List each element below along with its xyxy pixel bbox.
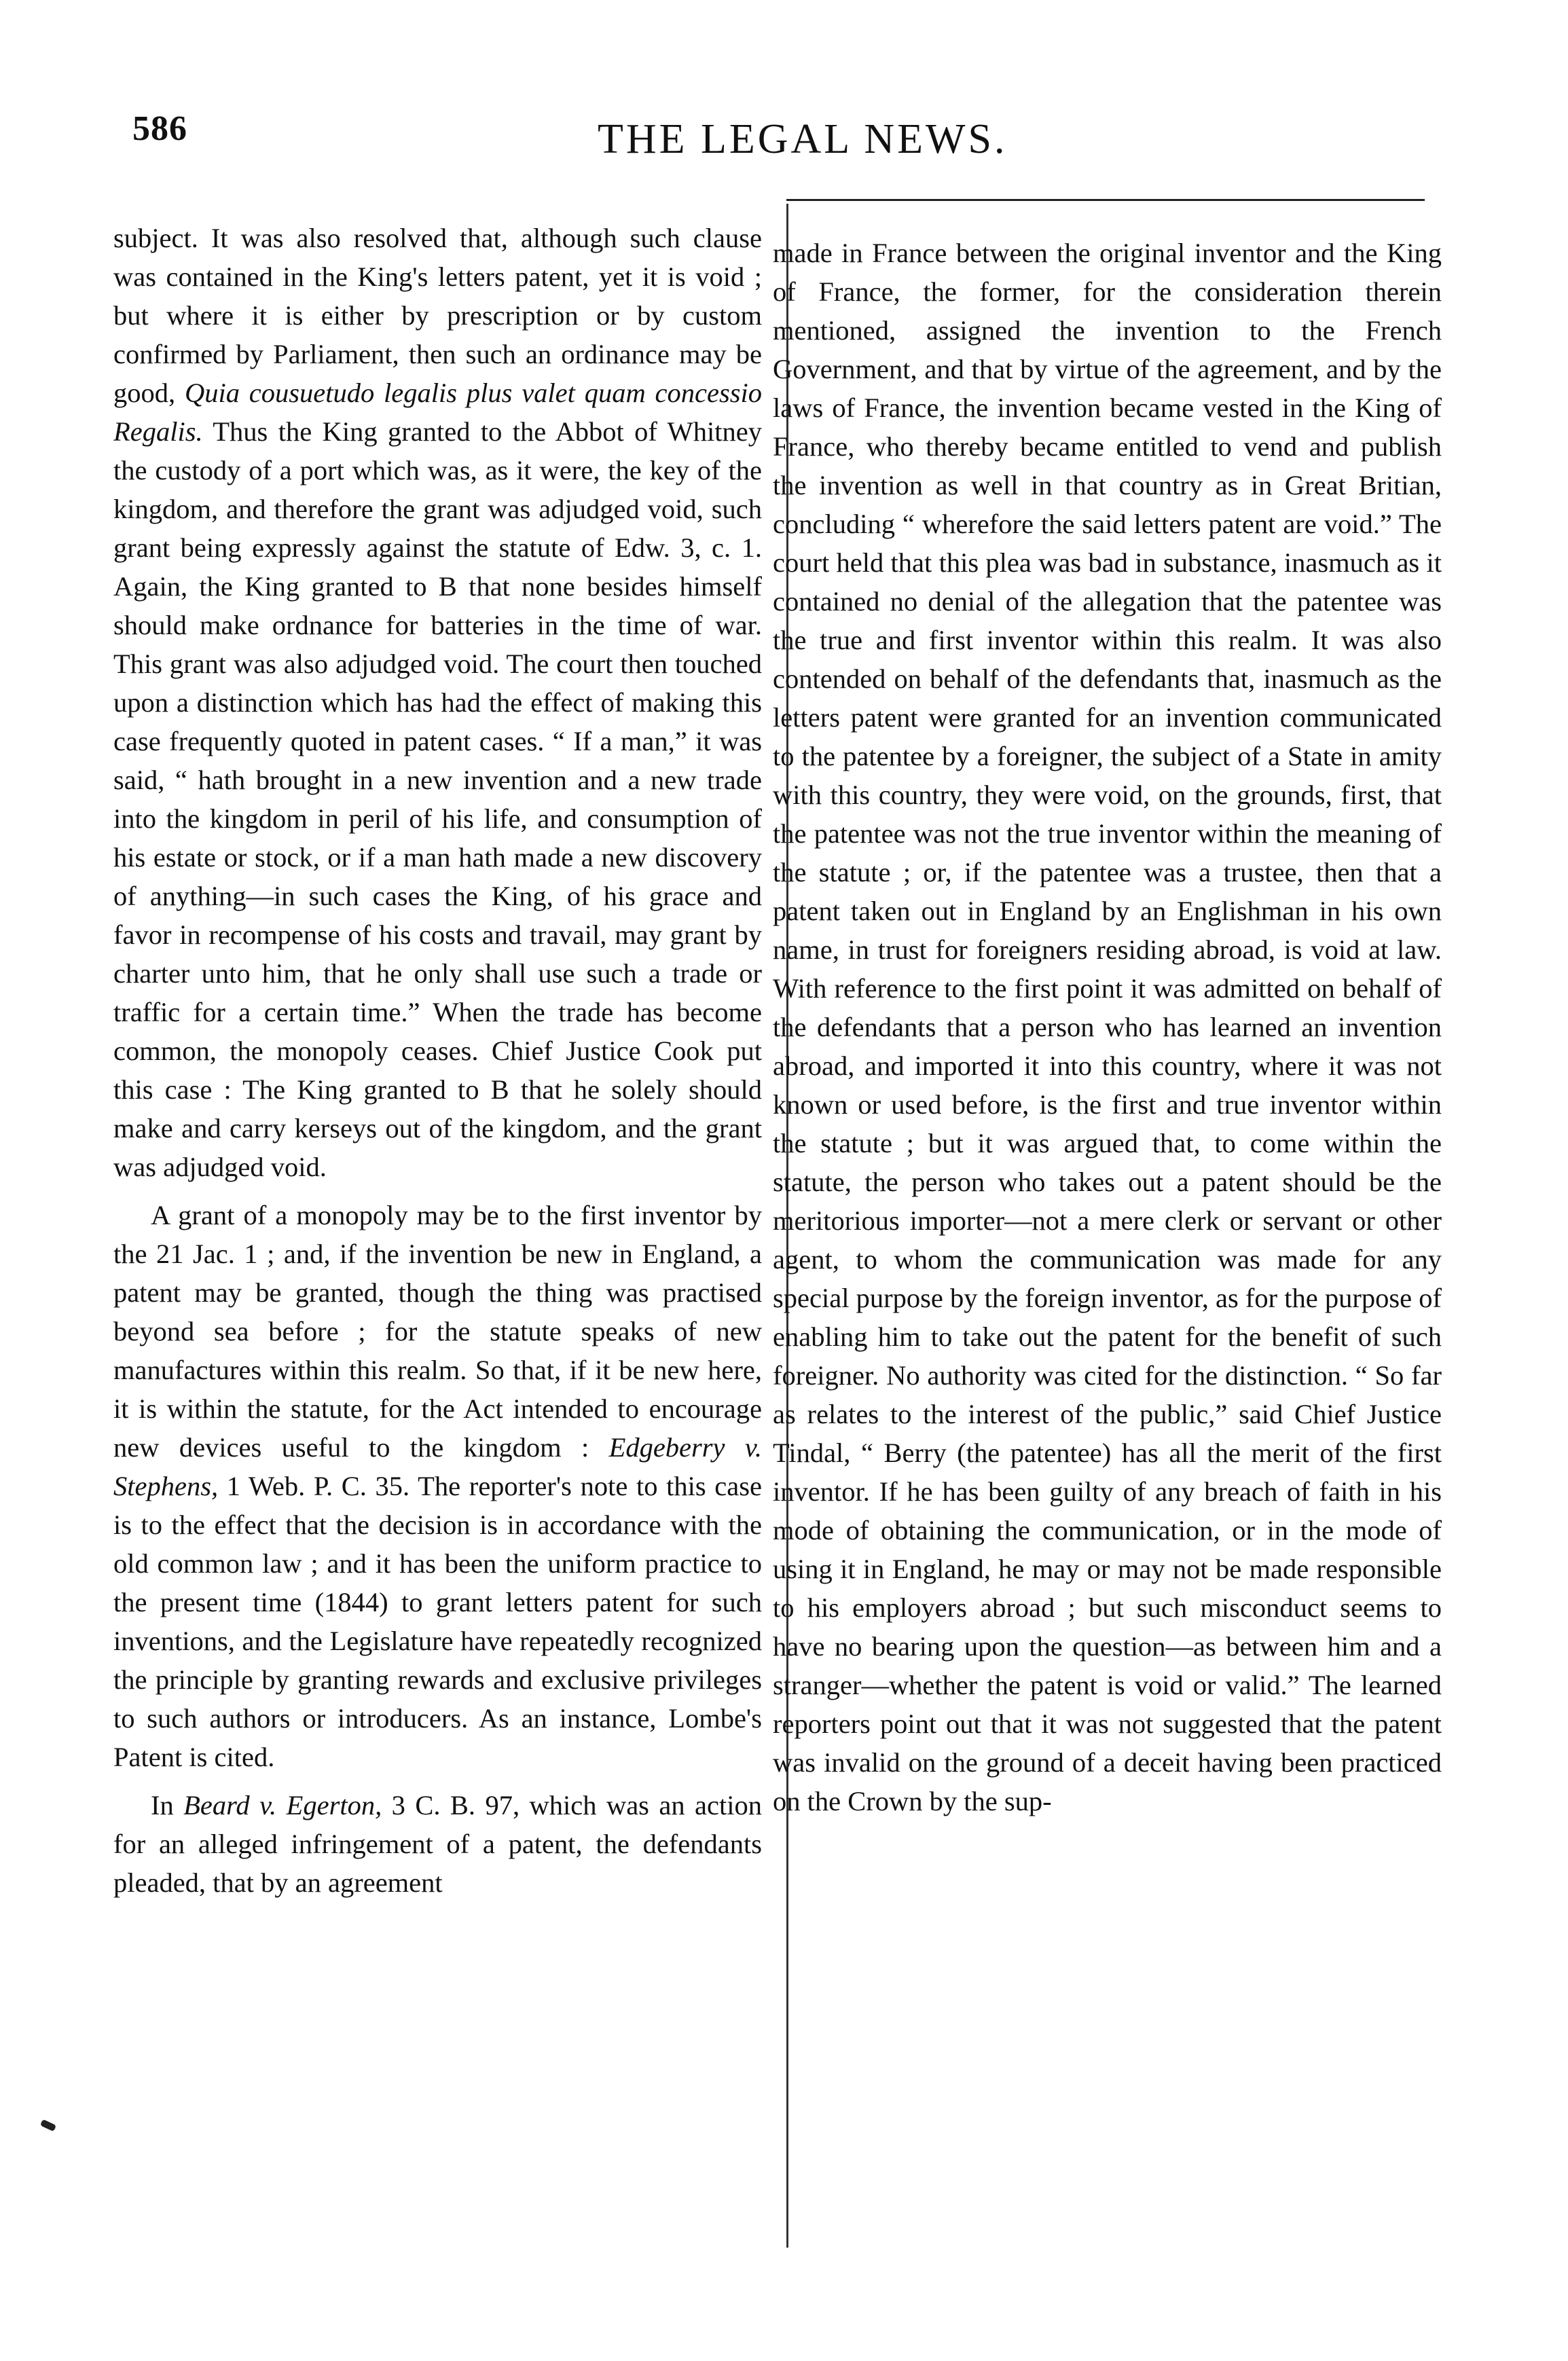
case-citation-edgeberry: Edgeberry v. Stephens, xyxy=(113,1432,762,1501)
paragraph-1-text-a: subject. It was also resolved that, although such clause was contained in the King's letters patent, yet it is void ; but where it is either by prescription or by custom confirmed by Parliament, then such an ordinance may be good, xyxy=(113,223,762,408)
paragraph-1 xyxy=(113,219,762,1186)
paragraph-3-text-b: 3 C. B. 97, which was an action for an alleged infringement of a patent, the defendants pleaded, that by an agreement xyxy=(113,1790,762,1898)
latin-quotation: Quia cousuetudo legalis plus valet quam concessio Regalis. xyxy=(113,378,762,447)
paragraph-3-text-a: In xyxy=(151,1790,184,1820)
right-column xyxy=(773,234,1442,1830)
running-title: THE LEGAL NEWS. xyxy=(598,116,1008,162)
paragraph-2 xyxy=(113,1196,762,1776)
paragraph-2-text-b: 1 Web. P. C. 35. The reporter's note to this case is to the effect that the decision is in accordance with the old common law ; and it has been the uniform practice to the present time (1844) to grant letters patent for such inventions, and the Legislature have repeatedly recognized the principle by granting rewards and exclusive privileges to such authors or introducers. As an instance, Lombe's Patent is cited. xyxy=(113,1471,762,1772)
case-citation-beard: Beard v. Egerton, xyxy=(183,1790,382,1820)
paragraph-1-text-b: Thus the King granted to the Abbot of Whitney the custody of a port which was, as it were, the key of the kingdom, and therefore the grant was adjudged void, such grant being expressly against the statute of Edw. 3, c. 1. Again, the King granted to B that none besides himself should make ordnance for batteries in the time of war. This grant was also adjudged void. The court then touched upon a distinction which has had the effect of making this case frequently quoted in patent cases. “ If a man,” it was said, “ hath brought in a new invention and a new trade into the kingdom in peril of his life, and consumption of his estate or stock, or if a man hath made a new discovery of anything—in such cases the King, of his grace and favor in recompense of his costs and travail, may grant by charter unto him, that he only shall use such a trade or traffic for a certain time.” When the trade has become common, the monopoly ceases. Chief Justice Cook put this case : The King granted to B that he solely should make and carry kerseys out of the kingdom, and the grant was adjudged void. xyxy=(113,416,762,1182)
paragraph-3 xyxy=(113,1786,762,1902)
paragraph-2-text-a: A grant of a monopoly may be to the first inventor by the 21 Jac. 1 ; and, if the invention be new in England, a patent may be granted, though the thing was practised beyond sea before ; for the statute speaks of new manufactures within this realm. So that, if it be new here, it is within the statute, for the Act intended to encourage new devices useful to the kingdom : xyxy=(113,1200,762,1463)
ink-mark xyxy=(40,2119,56,2131)
page-number: 586 xyxy=(132,109,187,148)
header-rule xyxy=(786,199,1425,201)
left-column xyxy=(113,219,762,1911)
paragraph-4: made in France between the original inventor and the King of France, the former, for the consideration therein mentioned, assigned the invention to the French Government, and that by virtue of the agreement, and by the laws of France, the invention became vested in the King of France, who thereby became entitled to vend and publish the invention as well in that country as in Great Britian, concluding “ wherefore the said letters patent are void.” The court held that this plea was bad in substance, inasmuch as it contained no denial of the allegation that the patentee was the true and first inventor within this realm. It was also contended on behalf of the defendants that, inasmuch as the letters patent were granted for an invention communicated to the patentee by a foreigner, the subject of a State in amity with this country, they were void, on the grounds, first, that the patentee was not the true inventor within the meaning of the statute ; or, if the patentee was a trustee, then that a patent taken out in England by an Englishman in his own name, in trust for foreigners residing abroad, is void at law. With reference to the first point it was admitted on behalf of the defendants that a person who has learned an invention abroad, and imported it into this country, where it was not known or used before, is the first and true inventor within the statute ; but it was argued that, to come within the statute, the person who takes out a patent should be the meritorious importer—not a mere clerk or servant or other agent, to whom the communication was made for any special purpose by the foreign inventor, as for the purpose of enabling him to take out the patent for the benefit of such foreigner. No authority was cited for the distinction. “ So far as relates to the interest of the public,” said Chief Justice Tindal, “ Berry (the patentee) has all the merit of the first inventor. If he has been guilty of any breach of faith in his mode of obtaining the communication, or in the mode of using it in England, he may or may not be made responsible to his employers abroad ; but such misconduct seems to have no bearing upon the question—as between him and a stranger—whether the patent is void or valid.” The learned reporters point out that it was not suggested that the patent was invalid on the ground of a deceit having been practiced on the Crown by the sup- xyxy=(773,238,1442,1816)
